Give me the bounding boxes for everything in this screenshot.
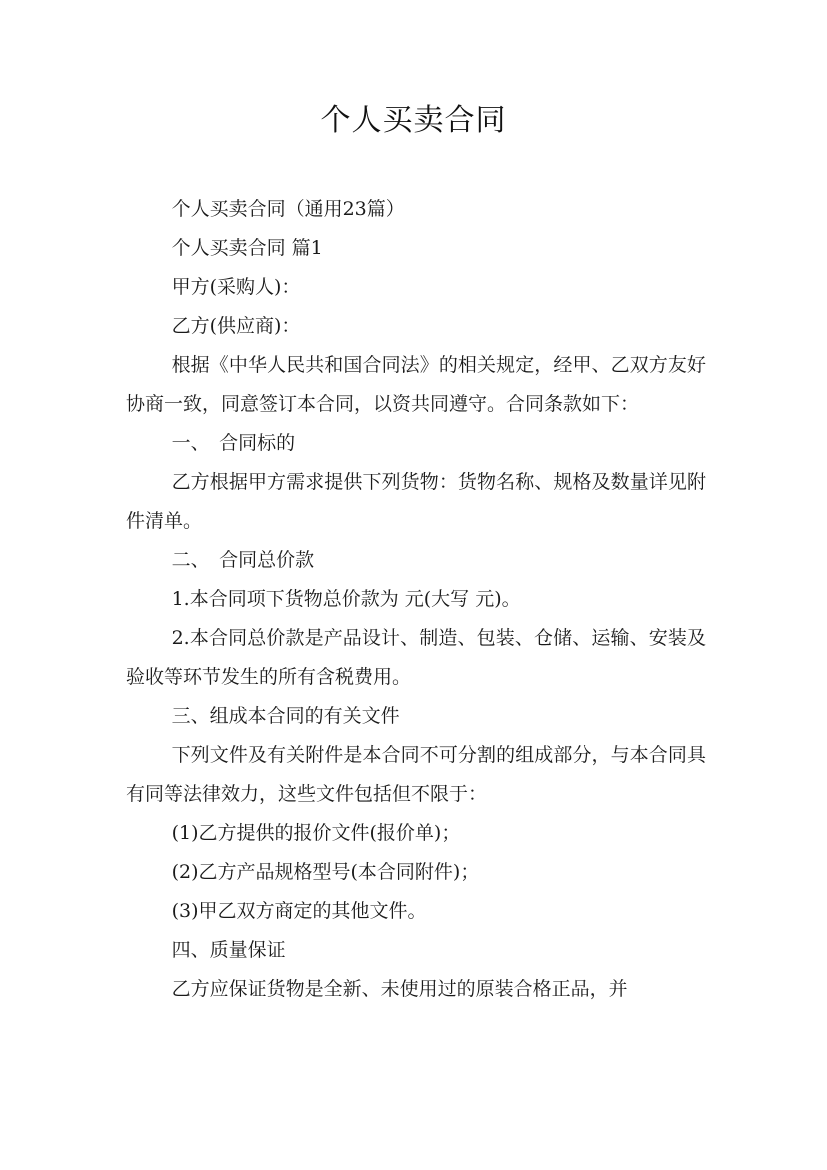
paragraph-section-3-item-2: (2)乙方产品规格型号(本合同附件)； — [171, 861, 480, 883]
paragraph-section-3-heading: 三、组成本合同的有关文件 — [171, 705, 400, 727]
paragraph-section-4-text: 乙方应保证货物是全新、未使用过的原装合格正品，并 — [171, 978, 628, 1000]
paragraph-subtitle: 个人买卖合同（通用23篇） — [171, 198, 405, 220]
paragraph-section-3-text: 下列文件及有关附件是本合同不可分割的组成部分，与本合同具有同等法律效力，这些文件包括但不限于： — [126, 744, 706, 805]
paragraph-section-2-item-2: 2.本合同总价款是产品设计、制造、包装、仓储、运输、安装及验收等环节发生的所有含税费用。 — [126, 627, 706, 688]
paragraph-party-a: 甲方(采购人)： — [171, 276, 301, 298]
document-body — [126, 190, 706, 1009]
document-title: 个人买卖合同 — [320, 103, 507, 138]
paragraph-preamble: 根据《中华人民共和国合同法》的相关规定，经甲、乙双方友好协商一致，同意签订本合同，以资共同遵守。合同条款如下： — [126, 354, 706, 415]
paragraph-section-2-item-1: 1.本合同项下货物总价款为 元(大写 元)。 — [171, 588, 521, 610]
paragraph-section-3-item-3: (3)甲乙双方商定的其他文件。 — [171, 900, 427, 922]
paragraph-article-heading: 个人买卖合同 篇1 — [171, 237, 323, 259]
paragraph-section-2-heading: 二、 合同总价款 — [171, 549, 315, 571]
paragraph-section-4-heading: 四、质量保证 — [171, 939, 286, 961]
paragraph-party-b: 乙方(供应商)： — [171, 315, 301, 337]
paragraph-section-3-item-1: (1)乙方提供的报价文件(报价单)； — [171, 822, 461, 844]
paragraph-section-1-heading: 一、 合同标的 — [171, 432, 296, 454]
paragraph-section-1-text: 乙方根据甲方需求提供下列货物：货物名称、规格及数量详见附件清单。 — [126, 471, 706, 532]
